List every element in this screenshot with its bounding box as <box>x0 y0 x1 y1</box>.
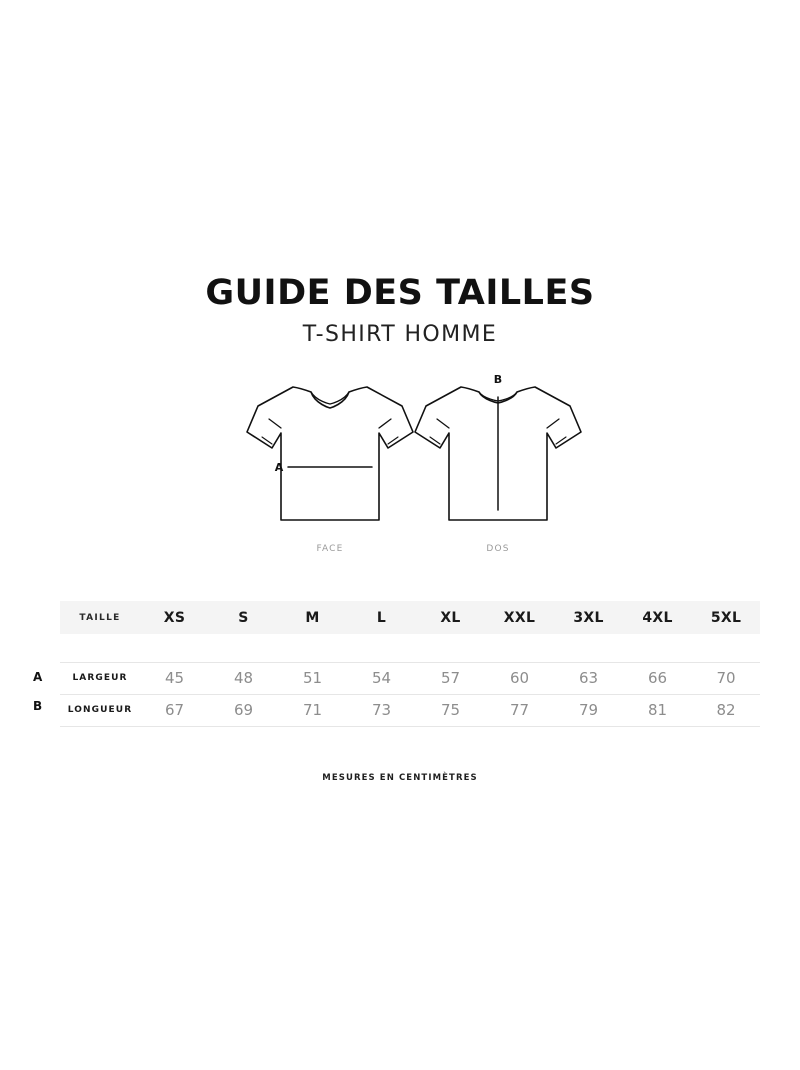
longueur-l: 73 <box>347 694 416 726</box>
row-label-longueur: LONGUEUR <box>60 694 140 726</box>
illustration-captions <box>0 544 800 558</box>
header-size-l: L <box>347 601 416 634</box>
header-size-4xl: 4XL <box>623 601 692 634</box>
table-row <box>60 694 760 726</box>
table-spacer-cell <box>60 634 760 662</box>
measurement-unit-note: MESURES EN CENTIMÈTRES <box>322 773 478 783</box>
largeur-xxl: 60 <box>485 662 554 694</box>
front-caption: FACE <box>316 544 344 554</box>
row-letter-b: B <box>33 699 43 713</box>
header-size-xxl: XXL <box>485 601 554 634</box>
largeur-s: 48 <box>209 662 278 694</box>
front-marker-a: A <box>274 461 284 474</box>
page-subtitle: T-SHIRT HOMME <box>302 321 498 347</box>
table-header-row <box>60 601 760 634</box>
longueur-4xl: 81 <box>623 694 692 726</box>
table-row <box>60 662 760 694</box>
header-size-3xl: 3XL <box>554 601 623 634</box>
table-spacer-row <box>60 634 760 662</box>
size-table-container <box>60 601 760 727</box>
largeur-5xl: 70 <box>692 662 760 694</box>
longueur-s: 69 <box>209 694 278 726</box>
largeur-l: 54 <box>347 662 416 694</box>
longueur-xxl: 77 <box>485 694 554 726</box>
back-caption: DOS <box>486 544 510 554</box>
size-table <box>60 601 760 727</box>
row-letter-a: A <box>33 670 43 684</box>
header-size-m: M <box>278 601 347 634</box>
back-marker-b: B <box>493 373 503 386</box>
longueur-xs: 67 <box>140 694 209 726</box>
header-size-s: S <box>209 601 278 634</box>
tshirt-illustration <box>0 370 800 560</box>
title-block <box>0 275 800 347</box>
largeur-m: 51 <box>278 662 347 694</box>
header-size-xs: XS <box>140 601 209 634</box>
longueur-xl: 75 <box>416 694 485 726</box>
tshirt-diagram-svg <box>0 370 800 560</box>
longueur-m: 71 <box>278 694 347 726</box>
longueur-3xl: 79 <box>554 694 623 726</box>
header-size-xl: XL <box>416 601 485 634</box>
tshirt-front-shape <box>247 387 413 520</box>
largeur-xl: 57 <box>416 662 485 694</box>
longueur-5xl: 82 <box>692 694 760 726</box>
largeur-4xl: 66 <box>623 662 692 694</box>
header-taille: TAILLE <box>60 601 140 634</box>
largeur-3xl: 63 <box>554 662 623 694</box>
largeur-xs: 45 <box>140 662 209 694</box>
tshirt-back-shape <box>415 387 581 520</box>
page-title: GUIDE DES TAILLES <box>205 273 595 313</box>
row-label-largeur: LARGEUR <box>60 662 140 694</box>
header-size-5xl: 5XL <box>692 601 760 634</box>
